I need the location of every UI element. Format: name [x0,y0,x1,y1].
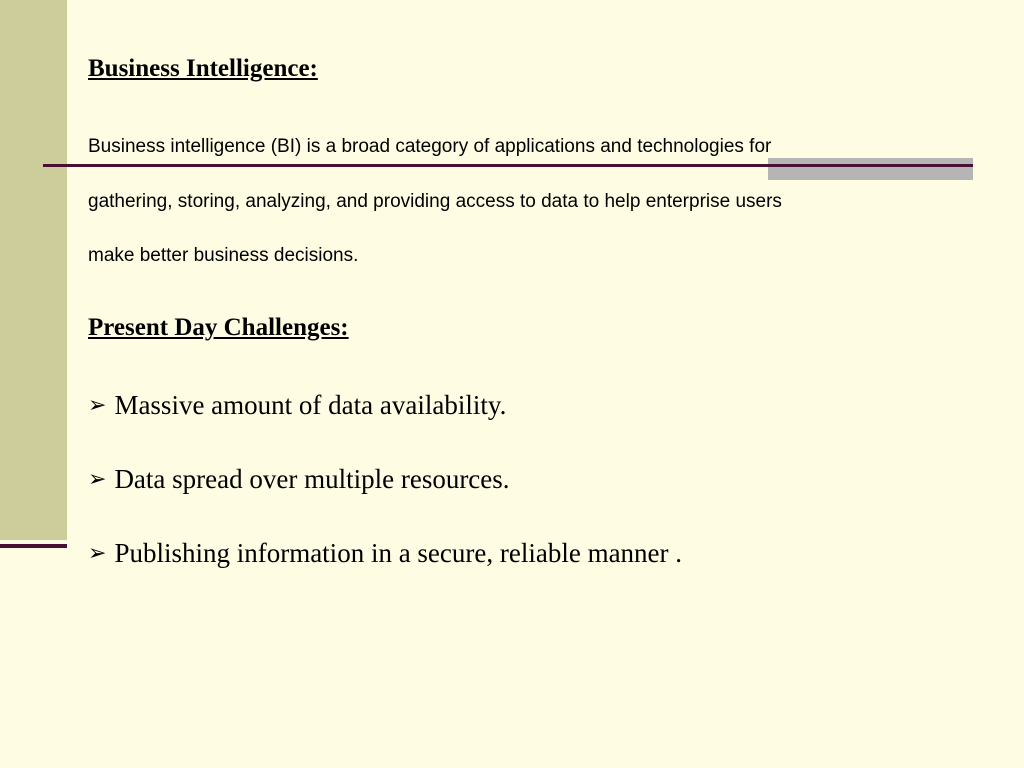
arrow-bullet-icon: ➢ [88,541,107,566]
left-accent-bar [0,0,67,540]
description-line-1: Business intelligence (BI) is a broad category of applications and technologies for [88,136,772,157]
description-line-2: gathering, storing, analyzing, and providing access to data to help enterprise users [88,190,782,212]
arrow-bullet-icon: ➢ [88,393,107,418]
description-line-3: make better business decisions. [88,245,359,266]
challenge-text-3: Publishing information in a secure, reliable manner . [114,538,683,568]
arrow-bullet-icon: ➢ [88,467,107,492]
challenge-item-2 [88,464,510,495]
challenge-item-3 [88,538,682,569]
challenge-item-1 [88,390,506,421]
left-accent-line [0,544,67,548]
challenge-text-1: Massive amount of data availability. [114,390,507,420]
challenge-text-2: Data spread over multiple resources. [114,464,510,494]
heading-business-intelligence: Business Intelligence: [88,55,318,82]
heading-present-day-challenges: Present Day Challenges: [88,314,349,341]
bi-description [88,120,988,284]
